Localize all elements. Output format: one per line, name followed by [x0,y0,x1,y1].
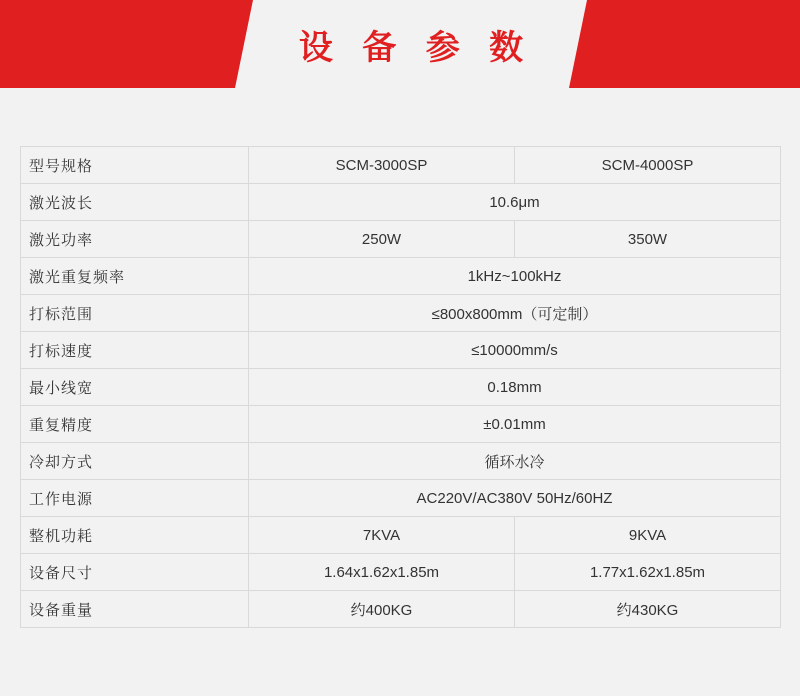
spec-label: 设备尺寸 [21,554,249,591]
spec-value-model-a: SCM-3000SP [249,147,515,184]
spec-label: 激光重复频率 [21,258,249,295]
page-banner [0,0,800,88]
spec-value-merged: 循环水冷 [249,443,781,480]
spec-value-merged: ≤10000mm/s [249,332,781,369]
table-row [21,517,781,554]
table-row [21,591,781,628]
table-row [21,443,781,480]
table-row [21,554,781,591]
spec-table-body [21,147,781,628]
spec-label: 最小线宽 [21,369,249,406]
page-title: 设 备 参 数 [298,28,534,67]
spec-label: 型号规格 [21,147,249,184]
spec-value-merged: 10.6μm [249,184,781,221]
spec-label: 工作电源 [21,480,249,517]
spec-label: 整机功耗 [21,517,249,554]
spec-label: 激光波长 [21,184,249,221]
spec-label: 打标速度 [21,332,249,369]
spec-value-model-b: SCM-4000SP [515,147,781,184]
table-row [21,147,781,184]
spec-label: 激光功率 [21,221,249,258]
table-row [21,258,781,295]
spec-value-model-b: 约430KG [515,591,781,628]
table-row [21,406,781,443]
spec-table [20,146,781,628]
table-row [21,369,781,406]
spec-table-container [0,88,800,628]
spec-value-merged: 1kHz~100kHz [249,258,781,295]
bottom-spacer [0,628,800,648]
table-row [21,480,781,517]
table-row [21,184,781,221]
spec-value-merged: ≤800x800mm（可定制） [249,295,781,332]
spec-label: 打标范围 [21,295,249,332]
spec-label: 冷却方式 [21,443,249,480]
spec-value-merged: ±0.01mm [249,406,781,443]
spec-value-model-a: 7KVA [249,517,515,554]
spec-value-model-b: 350W [515,221,781,258]
spec-value-model-a: 250W [249,221,515,258]
spec-value-model-a: 约400KG [249,591,515,628]
spec-value-merged: 0.18mm [249,369,781,406]
spec-value-model-b: 9KVA [515,517,781,554]
spec-label: 设备重量 [21,591,249,628]
table-row [21,332,781,369]
spec-value-model-a: 1.64x1.62x1.85m [249,554,515,591]
table-row [21,295,781,332]
spec-value-model-b: 1.77x1.62x1.85m [515,554,781,591]
table-row [21,221,781,258]
spec-value-merged: AC220V/AC380V 50Hz/60HZ [249,480,781,517]
spec-label: 重复精度 [21,406,249,443]
